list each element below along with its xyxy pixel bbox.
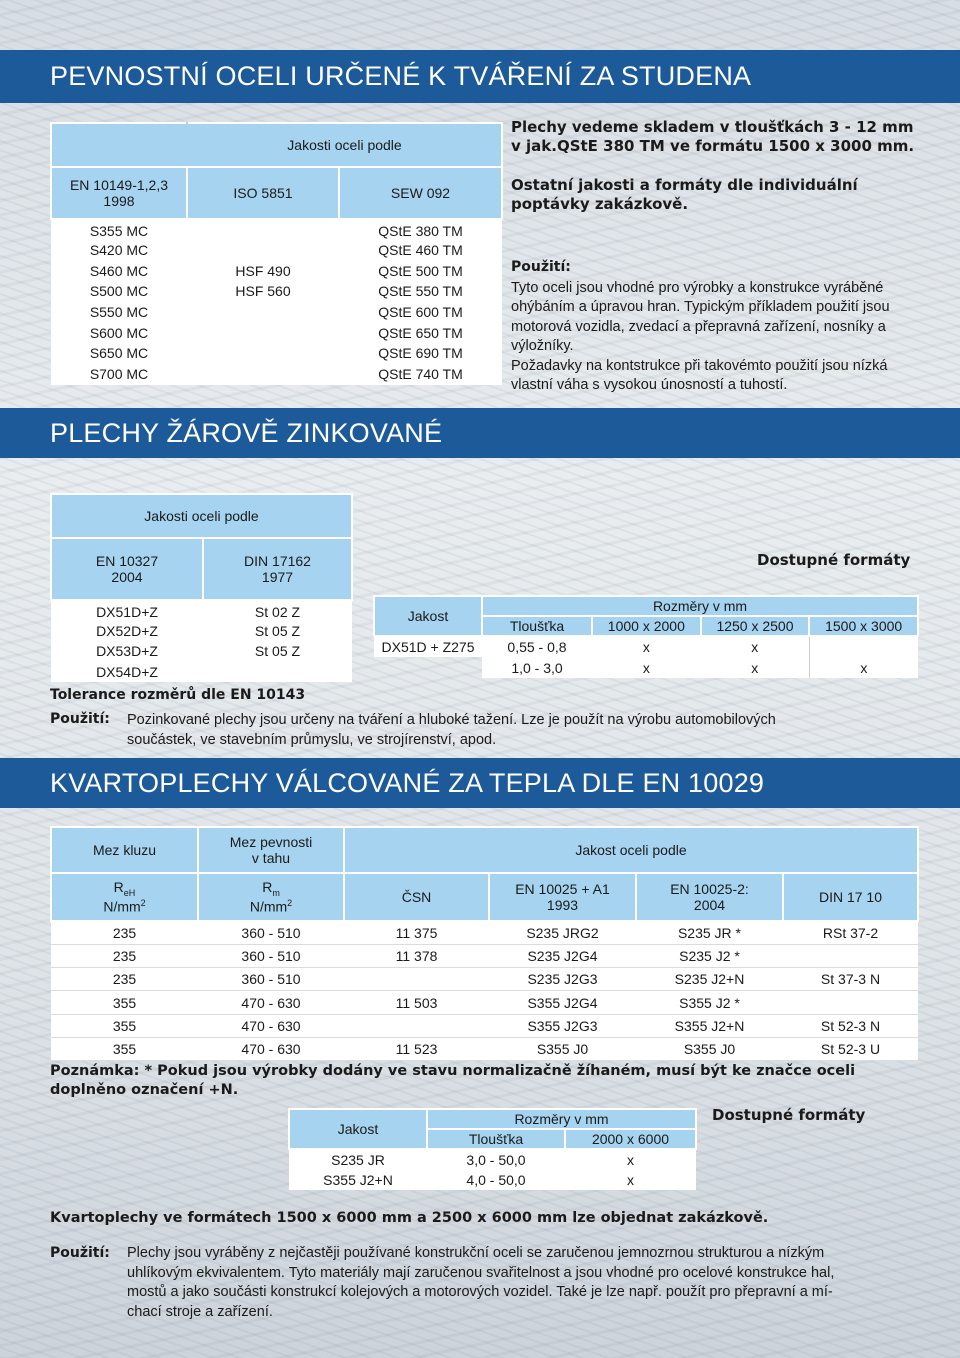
table-cell: 355 bbox=[51, 1037, 198, 1060]
table-cell: 235 bbox=[51, 921, 198, 944]
col-header-din17162: DIN 17162 1977 bbox=[203, 538, 352, 600]
table-row bbox=[51, 968, 918, 991]
col-header-en10149: EN 10149-1,2,3 1998 bbox=[51, 167, 187, 219]
table-cell: 11 503 bbox=[344, 991, 489, 1014]
table-row bbox=[51, 281, 502, 302]
table-cell: 470 - 630 bbox=[198, 1037, 344, 1060]
col-header-yield: Mez kluzu bbox=[51, 827, 198, 873]
table-cell: HSF 560 bbox=[187, 281, 339, 302]
table-cell: DX54D+Z bbox=[51, 662, 203, 683]
table-row bbox=[51, 302, 502, 323]
table-row bbox=[51, 621, 352, 642]
table-cell: 11 378 bbox=[344, 944, 489, 967]
usage-line: chací stroje a zařízení. bbox=[127, 1303, 273, 1320]
table-cell: QStE 690 TM bbox=[339, 343, 502, 364]
table-cell: RSt 37-2 bbox=[783, 921, 918, 944]
table-cell: St 05 Z bbox=[203, 621, 352, 642]
usage-line: Požadavky na kontstrukce při takovémto použití jsou nízká bbox=[511, 357, 888, 374]
usage-label-galvanized: Použití: bbox=[50, 711, 110, 727]
table-cell: QStE 650 TM bbox=[339, 322, 502, 343]
size-header: 1250 x 2500 bbox=[701, 616, 810, 636]
col-header-en10025-2: EN 10025-2: 2004 bbox=[636, 873, 783, 921]
table-cell: HSF 490 bbox=[187, 260, 339, 281]
usage-line: výložníky. bbox=[511, 338, 574, 355]
table-cell: S235 J2G4 bbox=[489, 944, 636, 967]
table-cell: x bbox=[592, 657, 701, 678]
table-cell: DX53D+Z bbox=[51, 641, 203, 662]
table-row bbox=[289, 1149, 696, 1170]
table-cell: S235 JR bbox=[289, 1149, 427, 1170]
grade-cell: DX51D + Z275 bbox=[374, 636, 482, 657]
usage-block-cold: Použití: Tyto oceli jsou vhodné pro výrobky a konstrukce vyráběné ohýbáním a úpravou hran. Typickým příkladem použití jsou motorová vozidla, zvedací a přepravná zařízení, nosníky a výložníky. Požadavky na kontstrukce při takovémto použití jsou nízká vlastní váha s vysokou únosností a tuhostí. bbox=[511, 258, 890, 395]
table-cell: 3,0 - 50,0 bbox=[427, 1149, 565, 1170]
table-cell: S235 J2G3 bbox=[489, 968, 636, 991]
table-cell: 11 375 bbox=[344, 921, 489, 944]
usage-text-quarto bbox=[127, 1244, 834, 1322]
formats-title: Dostupné formáty bbox=[757, 551, 911, 569]
table-cell: S355 MC bbox=[51, 219, 187, 240]
usage-line: Pozinkované plechy jsou určeny na tváření a hluboké tažení. Lze je použít na výrobu automobilových bbox=[127, 712, 776, 728]
size-header: 2000 x 6000 bbox=[565, 1129, 696, 1149]
table-cell: 470 - 630 bbox=[198, 991, 344, 1014]
usage-line: uhlíkovým ekvivalentem. Tyto materiály mají zaručenou svařitelnost a jsou vhodné pro ocelové konstrukce hal, bbox=[127, 1264, 835, 1281]
custom-formats-note: Kvartoplechy ve formátech 1500 x 6000 mm a 2500 x 6000 mm lze objednat zakázkově. bbox=[50, 1210, 769, 1226]
table-cell: S235 J2 * bbox=[636, 944, 783, 967]
table-row bbox=[51, 1014, 918, 1037]
table-cell: 11 523 bbox=[344, 1037, 489, 1060]
table-cell: x bbox=[565, 1170, 696, 1191]
table-cell: QStE 500 TM bbox=[339, 260, 502, 281]
table-cell bbox=[203, 662, 352, 683]
col-header-csn: ČSN bbox=[344, 873, 489, 921]
table-cell: 235 bbox=[51, 968, 198, 991]
thickness-header: Tloušťka bbox=[427, 1129, 565, 1149]
table-cell: St 05 Z bbox=[203, 641, 352, 662]
table-row bbox=[51, 240, 502, 261]
usage-line: motorová vozidla, zvedací a přepravná zařízení, nosníky a bbox=[511, 318, 886, 335]
table-row bbox=[289, 1170, 696, 1191]
table-cell: 355 bbox=[51, 1014, 198, 1037]
table-cell: 360 - 510 bbox=[198, 968, 344, 991]
table-cell: S700 MC bbox=[51, 364, 187, 385]
size-header: 1500 x 3000 bbox=[809, 616, 918, 636]
group-header: Jakost oceli podle bbox=[344, 827, 918, 873]
formats-title: Dostupné formáty bbox=[712, 1106, 866, 1124]
dims-header: Rozměry v mm bbox=[427, 1109, 696, 1129]
col-header-en10025-a1: EN 10025 + A1 1993 bbox=[489, 873, 636, 921]
table-row bbox=[51, 600, 352, 621]
table-row bbox=[51, 944, 918, 967]
table-cell: S355 J2 * bbox=[636, 991, 783, 1014]
table-cell bbox=[187, 322, 339, 343]
table-cell: x bbox=[701, 657, 810, 678]
table-row bbox=[51, 921, 918, 944]
table-cell: x bbox=[592, 636, 701, 657]
section-title-cold-forming: PEVNOSTNÍ OCELI URČENÉ K TVÁŘENÍ ZA STUDENA bbox=[0, 50, 960, 103]
table-cell bbox=[187, 364, 339, 385]
table-row bbox=[374, 657, 918, 678]
table-cell bbox=[187, 240, 339, 261]
table-row bbox=[51, 260, 502, 281]
table-row bbox=[51, 991, 918, 1014]
table-cell: S355 J2G3 bbox=[489, 1014, 636, 1037]
col-header-iso5851: ISO 5851 bbox=[187, 167, 339, 219]
table-cell: x bbox=[701, 636, 810, 657]
table-cell bbox=[187, 219, 339, 240]
col-header-rm: $R_m$ $N/mm^2$ bbox=[198, 873, 344, 921]
usage-line: ohýbáním a úpravou hran. Typickým příkladem použití jsou bbox=[511, 299, 890, 316]
table-cell bbox=[809, 636, 918, 657]
col-header-reh: $R_{eH}$ $N/mm^2$ bbox=[51, 873, 198, 921]
table-cell: S650 MC bbox=[51, 343, 187, 364]
jakost-header: Jakost bbox=[289, 1109, 427, 1149]
table-cell: 235 bbox=[51, 944, 198, 967]
table-cell: S355 J2+N bbox=[289, 1170, 427, 1191]
usage-line: součástek, ve stavebním průmyslu, ve strojírenství, apod. bbox=[127, 732, 497, 748]
col-header-sew092: SEW 092 bbox=[339, 167, 502, 219]
size-header: 1000 x 2000 bbox=[592, 616, 701, 636]
usage-line: mostů a jako součásti konstrukcí kolejových a motorových vozidel. Také je lze např. použít pro přepravní a mí- bbox=[127, 1284, 833, 1301]
table-cell: S355 J0 bbox=[489, 1037, 636, 1060]
table-cell: 1,0 - 3,0 bbox=[482, 657, 592, 678]
table-cell: S460 MC bbox=[51, 260, 187, 281]
col-header-tensile: Mez pevnosti v tahu bbox=[198, 827, 344, 873]
table-cell: S235 JRG2 bbox=[489, 921, 636, 944]
jakost-header: Jakost bbox=[374, 596, 482, 636]
table-row bbox=[51, 343, 502, 364]
table-cell: S500 MC bbox=[51, 281, 187, 302]
galvanized-grades-table bbox=[50, 493, 353, 682]
table-cell bbox=[783, 991, 918, 1014]
col-header-din1710: DIN 17 10 bbox=[783, 873, 918, 921]
table-row bbox=[51, 219, 502, 240]
usage-label-quarto: Použití: bbox=[50, 1245, 110, 1261]
table-row bbox=[51, 1037, 918, 1060]
table-cell: QStE 550 TM bbox=[339, 281, 502, 302]
thickness-header: Tloušťka bbox=[482, 616, 592, 636]
table-cell: S355 J0 bbox=[636, 1037, 783, 1060]
usage-text-galvanized bbox=[127, 710, 776, 750]
table-cell: St 02 Z bbox=[203, 600, 352, 621]
table-cell: 360 - 510 bbox=[198, 921, 344, 944]
table-cell: QStE 460 TM bbox=[339, 240, 502, 261]
section-title-galvanized: PLECHY ŽÁROVĚ ZINKOVANÉ bbox=[0, 408, 960, 458]
table-cell: 470 - 630 bbox=[198, 1014, 344, 1037]
table-cell: DX51D+Z bbox=[51, 600, 203, 621]
table-cell: x bbox=[809, 657, 918, 678]
usage-line: Tyto oceli jsou vhodné pro výrobky a konstrukce vyráběné bbox=[511, 280, 884, 296]
group-header: Jakosti oceli podle bbox=[187, 123, 502, 167]
section-title-quarto-plates: KVARTOPLECHY VÁLCOVANÉ ZA TEPLA DLE EN 10029 bbox=[0, 758, 960, 808]
table-cell: St 37-3 N bbox=[783, 968, 918, 991]
table-cell bbox=[344, 1014, 489, 1037]
empty-cell bbox=[374, 657, 482, 678]
galvanized-formats-table bbox=[373, 595, 919, 678]
table-row bbox=[51, 662, 352, 683]
table-cell bbox=[783, 944, 918, 967]
table-cell: QStE 600 TM bbox=[339, 302, 502, 323]
table-cell: S420 MC bbox=[51, 240, 187, 261]
table-cell: S235 J2+N bbox=[636, 968, 783, 991]
table-cell: S355 J2+N bbox=[636, 1014, 783, 1037]
cold-forming-grades-table bbox=[50, 122, 503, 385]
table-cell: QStE 740 TM bbox=[339, 364, 502, 385]
table-row bbox=[51, 364, 502, 385]
tolerance-note: Tolerance rozměrů dle EN 10143 bbox=[50, 687, 306, 703]
table-cell: QStE 380 TM bbox=[339, 219, 502, 240]
group-header: Jakosti oceli podle bbox=[51, 494, 352, 538]
table-cell bbox=[187, 302, 339, 323]
col-header-en10327: EN 10327 2004 bbox=[51, 538, 203, 600]
table-cell bbox=[344, 968, 489, 991]
table-cell: St 52-3 N bbox=[783, 1014, 918, 1037]
table-row bbox=[374, 636, 918, 657]
table-cell: S235 JR * bbox=[636, 921, 783, 944]
table-row bbox=[51, 322, 502, 343]
table-cell: x bbox=[565, 1149, 696, 1170]
table-cell: 360 - 510 bbox=[198, 944, 344, 967]
table-cell: S355 J2G4 bbox=[489, 991, 636, 1014]
table-cell: DX52D+Z bbox=[51, 621, 203, 642]
usage-line: vlastní váha s vysokou únosností a tuhostí. bbox=[511, 377, 788, 394]
custom-order-note: Ostatní jakosti a formáty dle individuální poptávky zakázkově. bbox=[511, 176, 858, 213]
stock-note: Plechy vedeme skladem v tloušťkách 3 - 12 mm v jak.QStE 380 TM ve formátu 1500 x 3000 mm. bbox=[511, 118, 915, 155]
quarto-plates-table bbox=[50, 826, 919, 1061]
dims-header: Rozměry v mm bbox=[482, 596, 918, 616]
table-cell: 4,0 - 50,0 bbox=[427, 1170, 565, 1191]
table-cell: St 52-3 U bbox=[783, 1037, 918, 1060]
usage-line: Plechy jsou vyráběny z nejčastěji používané konstrukční oceli se zaručenou jemnozrnou strukturou a nízkým bbox=[127, 1245, 825, 1261]
table-cell: S600 MC bbox=[51, 322, 187, 343]
table-cell bbox=[187, 343, 339, 364]
normalization-note: Poznámka: * Pokud jsou výrobky dodány ve stavu normalizačně žíhaném, musí být ke značce oceli doplněno označení +N. bbox=[50, 1063, 856, 1098]
table-cell: 355 bbox=[51, 991, 198, 1014]
table-row bbox=[51, 641, 352, 662]
table-cell: 0,55 - 0,8 bbox=[482, 636, 592, 657]
table-cell: S550 MC bbox=[51, 302, 187, 323]
quarto-formats-table bbox=[288, 1108, 697, 1190]
